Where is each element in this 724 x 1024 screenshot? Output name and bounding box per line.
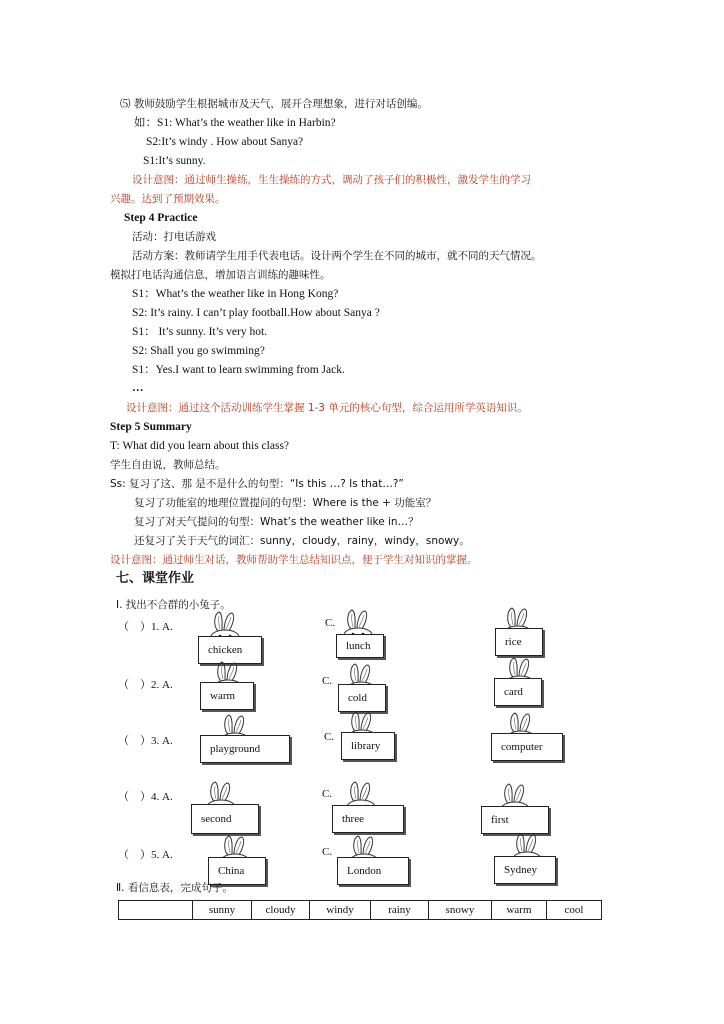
word-card: warm [200,682,254,710]
text-line: S1：What’s the weather like in Hong Kong? [132,288,339,300]
step-heading: Step 5 Summary [110,421,192,433]
table-header-cell: windy [310,901,371,920]
word-card: playground [200,735,290,763]
design-intent-line: 设计意图：通过师生操练，生生操练的方式，调动了孩子们的积极性，激发学生的学习 [132,174,531,186]
text-line: 活动方案：教师请学生用手代表电话。设计两个学生在不同的城市，就不同的天气情况。 [132,250,542,262]
word-card: China [208,857,266,885]
option-c-label: C. [324,731,335,743]
text-line: 模拟打电话沟通信息，增加语言训练的趣味性。 [110,269,331,281]
table-row [119,901,602,920]
text-line: S2: It’s rainy. I can’t play football.How about Sanya ? [132,307,380,319]
word-card: computer [491,733,563,761]
question-label: （ ）2. A. [118,679,173,691]
question-label: （ ）4. A. [118,791,173,803]
word-card: cold [338,684,386,712]
table-header-cell: cloudy [252,901,310,920]
text-line: 复习了对天气提问的句型：What’s the weather like in…？ [134,516,419,528]
option-c-label: C. [322,675,333,687]
table-header-cell: sunny [193,901,252,920]
text-line: S2: Shall you go swimming? [132,345,265,357]
text-line: S1： It’s sunny. It’s very hot. [132,326,268,338]
text-line: 如：S1: What’s the weather like in Harbin? [134,117,336,129]
text-line: T: What did you learn about this class? [110,440,290,452]
word-card: chicken [198,636,262,664]
text-line: S1：Yes.I want to learn swimming from Jack. [132,364,345,376]
weather-info-table [118,900,602,920]
part1-title: Ⅰ. 找出不合群的小兔子。 [116,599,231,611]
table-header-cell [119,901,193,920]
part2-title: Ⅱ. 看信息表，完成句子。 [116,882,233,894]
design-intent-line: 设计意图：通过这个活动训练学生掌握 1-3 单元的核心句型，综合运用所学英语知识。 [126,402,528,414]
question-label: （ ）3. A. [118,735,173,747]
ellipsis: … [132,382,144,394]
text-line: 学生自由说，教师总结。 [110,459,226,471]
word-card: card [494,678,542,706]
text-line: ⑸ 教师鼓励学生根据城市及天气，展开合理想象，进行对话创编。 [120,98,428,110]
word-card: second [191,804,259,834]
option-c-label: C. [325,617,336,629]
word-card: three [332,805,404,833]
table-header-cell: warm [492,901,547,920]
text-line: 活动：打电话游戏 [132,231,216,243]
word-card: library [341,732,395,760]
text-line: 复习了功能室的地理位置提问的句型：Where is the + 功能室？ [134,497,437,509]
word-card: rice [495,628,543,656]
word-card: lunch [336,634,384,658]
word-card: Sydney [494,856,556,884]
step-heading: Step 4 Practice [124,212,198,224]
homework-heading: 七、课堂作业 [116,571,195,586]
text-line: S2:It’s windy . How about Sanya? [146,136,304,148]
table-header-cell: cool [547,901,602,920]
word-card: London [337,857,409,885]
table-header-cell: rainy [371,901,429,920]
text-line: S1:It’s sunny. [143,155,206,167]
design-intent-line: 兴趣。达到了预期效果。 [110,193,226,205]
option-c-label: C. [322,788,333,800]
option-c-label: C. [322,846,333,858]
word-card: first [481,806,549,834]
design-intent-line: 设计意图：通过师生对话，教师帮助学生总结知识点，便于学生对知识的掌握。 [110,554,478,566]
question-label: （ ）5. A. [118,849,173,861]
text-line: Ss: 复习了这、那 是不是什么的句型：“Is this …? Is that…?” [110,478,404,490]
question-label: （ ）1. A. [118,621,173,633]
text-line: 还复习了关于天气的词汇：sunny，cloudy，rainy，windy，snowy。 [134,535,470,547]
table-header-cell: snowy [429,901,492,920]
